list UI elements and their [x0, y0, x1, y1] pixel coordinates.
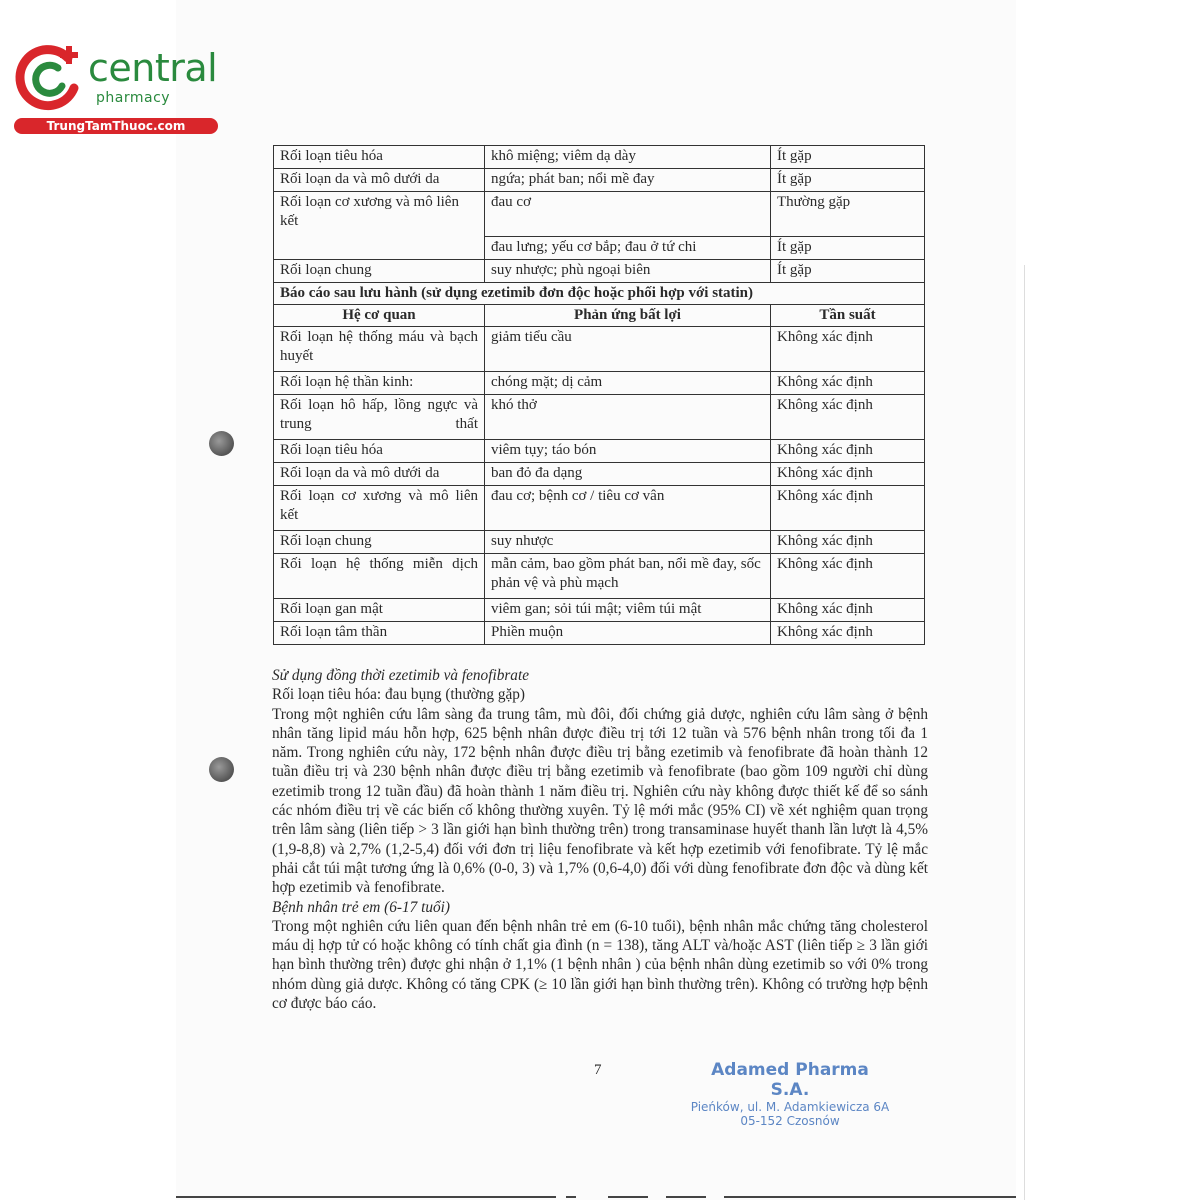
organ-cell: Rối loạn chung [274, 260, 485, 283]
pharmacy-logo[interactable] [8, 38, 223, 138]
organ-cell: Rối loạn tiêu hóa [274, 146, 485, 169]
footer-line [608, 1196, 648, 1198]
table-header-row [274, 305, 925, 327]
organ-cell: Rối loạn chung [274, 531, 485, 554]
reaction-cell: khó thở [485, 395, 771, 440]
header-reaction: Phản ứng bất lợi [485, 305, 771, 327]
reaction-cell: chóng mặt; dị cảm [485, 372, 771, 395]
table-row [274, 531, 925, 554]
table-row [274, 237, 925, 260]
logo-subtitle: pharmacy [96, 90, 171, 106]
reaction-cell: mẫn cảm, bao gồm phát ban, nổi mề đay, sốc phản vệ và phù mạch [485, 554, 771, 599]
table-row [274, 327, 925, 372]
table-row [274, 599, 925, 622]
logo-website[interactable]: TrungTamThuoc.com [14, 118, 218, 134]
header-frequency: Tần suất [771, 305, 925, 327]
frequency-cell: Không xác định [771, 372, 925, 395]
frequency-cell: Không xác định [771, 622, 925, 645]
logo-mark-icon [12, 40, 88, 116]
frequency-cell: Không xác định [771, 554, 925, 599]
reaction-cell: đau lưng; yếu cơ bắp; đau ở tứ chi [485, 237, 771, 260]
frequency-cell: Không xác định [771, 599, 925, 622]
organ-cell: Rối loạn cơ xương và mô liên kết [274, 192, 485, 237]
paragraph-fenofibrate-study: Trong một nghiên cứu lâm sàng đa trung tâm, mù đôi, đối chứng giả dược, nghiên cứu lâm sàng ở bệnh nhân tăng lipid máu hỗn hợp, 625 bệnh nhân được điều trị tới 12 tuần và 576 bệnh nhân trong tối đa 1 năm. Trong nghiên cứu này, 172 bệnh nhân được điều trị bằng ezetimib và fenofibrate đã hoàn thành 12 tuần điều trị và 230 bệnh nhân được điều trị bằng ezetimib và fenofibrate (bao gồm 109 người chỉ dùng ezetimib trong 12 tuần đầu) đã hoàn thành 1 năm điều trị. Nghiên cứu này không được thiết kế để so sánh các nhóm điều trị về các biến cố không thường xuyên. Tỷ lệ mới mắc (95% CI) về xét nghiệm quan trọng trên lâm sàng (liên tiếp > 3 lần giới hạn bình thường trên) trong transaminase huyết thanh lần lượt là 4,5% (1,9-8,8) và 2,7% (1,2-5,4) đối với đơn trị liệu fenofibrate và kết hợp ezetimib với fenofibrate. Tỷ lệ mắc phải cắt túi mật tương ứng là 0,6% (0-0, 3) và 1,7% (0,6-4,0) đối với dùng fenofibrate đơn độc và dùng kết hợp ezetimib và fenofibrate. [272, 705, 928, 897]
organ-cell: Rối loạn hô hấp, lồng ngực và trung thất [274, 395, 485, 440]
table-row [274, 440, 925, 463]
reaction-cell: đau cơ; bệnh cơ / tiêu cơ vân [485, 486, 771, 531]
organ-cell: Rối loạn tâm thần [274, 622, 485, 645]
organ-cell: Rối loạn tiêu hóa [274, 440, 485, 463]
stamp-address: Pieńków, ul. M. Adamkiewicza 6A [690, 1100, 890, 1114]
table-section-row [274, 283, 925, 305]
table-row [274, 486, 925, 531]
frequency-cell: Thường gặp [771, 192, 925, 237]
logo-name: central [88, 46, 218, 90]
punch-hole-bottom [209, 757, 234, 782]
reaction-cell: khô miệng; viêm dạ dày [485, 146, 771, 169]
organ-cell: Rối loạn gan mật [274, 599, 485, 622]
frequency-cell: Ít gặp [771, 260, 925, 283]
table-row [274, 146, 925, 169]
paragraph-pediatric: Trong một nghiên cứu liên quan đến bệnh nhân trẻ em (6-10 tuổi), bệnh nhân mắc chứng tăng cholesterol máu dị hợp tử có hoặc không có tính chất gia đình (n = 138), tăng ALT và/hoặc AST (liên tiếp ≥ 3 lần giới hạn bình thường trên) được ghi nhận ở 1,1% (1 bệnh nhân ) của bệnh nhân dùng ezetimib so với 0% trong nhóm dùng giả dược. Không có tăng CPK (≥ 10 lần giới hạn bình thường trên). Không có trường hợp bệnh cơ được báo cáo. [272, 917, 928, 1013]
table-row [274, 554, 925, 599]
frequency-cell: Không xác định [771, 395, 925, 440]
reaction-cell: viêm gan; sỏi túi mật; viêm túi mật [485, 599, 771, 622]
table-top-section [274, 146, 925, 283]
organ-cell: Rối loạn hệ thống máu và bạch huyết [274, 327, 485, 372]
table-row [274, 372, 925, 395]
frequency-cell: Không xác định [771, 531, 925, 554]
header-organ: Hệ cơ quan [274, 305, 485, 327]
organ-cell: Rối loạn da và mô dưới da [274, 169, 485, 192]
organ-cell: Rối loạn da và mô dưới da [274, 463, 485, 486]
gi-disorder-line: Rối loạn tiêu hóa: đau bụng (thường gặp) [272, 686, 526, 704]
reaction-cell: suy nhược [485, 531, 771, 554]
reaction-cell: ngứa; phát ban; nổi mề đay [485, 169, 771, 192]
reaction-cell: giảm tiểu cầu [485, 327, 771, 372]
reaction-cell: viêm tụy; táo bón [485, 440, 771, 463]
footer-line [666, 1196, 706, 1198]
frequency-cell: Không xác định [771, 463, 925, 486]
frequency-cell: Không xác định [771, 327, 925, 372]
footer-line [724, 1196, 1016, 1198]
table-row [274, 622, 925, 645]
organ-cell: Rối loạn hệ thần kinh: [274, 372, 485, 395]
punch-hole-top [209, 431, 234, 456]
frequency-cell: Không xác định [771, 486, 925, 531]
frequency-cell: Ít gặp [771, 146, 925, 169]
page-edge-line [1024, 265, 1025, 1200]
table-row [274, 463, 925, 486]
organ-cell: Rối loạn cơ xương và mô liên kết [274, 486, 485, 531]
reaction-cell: ban đỏ đa dạng [485, 463, 771, 486]
reaction-cell: đau cơ [485, 192, 771, 237]
reaction-cell: Phiền muộn [485, 622, 771, 645]
adverse-reactions-table [273, 145, 925, 645]
page-number: 7 [594, 1062, 602, 1078]
frequency-cell: Ít gặp [771, 169, 925, 192]
company-stamp [690, 1060, 890, 1128]
table-row [274, 192, 925, 237]
stamp-postal: 05-152 Czosnów [740, 1114, 840, 1128]
stamp-company-name: Adamed Pharma S.A. [711, 1060, 869, 1100]
reaction-cell: suy nhược; phù ngoại biên [485, 260, 771, 283]
footer-line [566, 1196, 576, 1198]
footer-line [176, 1196, 556, 1198]
frequency-cell: Không xác định [771, 440, 925, 463]
organ-cell [274, 237, 485, 260]
table-post-marketing-section [274, 327, 925, 645]
body-text [272, 666, 928, 1013]
table-row [274, 169, 925, 192]
subtitle-pediatric: Bệnh nhân trẻ em (6-17 tuổi) [272, 898, 450, 916]
table-row [274, 395, 925, 440]
table-row [274, 260, 925, 283]
organ-cell: Rối loạn hệ thống miễn dịch [274, 554, 485, 599]
section-title: Báo cáo sau lưu hành (sử dụng ezetimib đơn độc hoặc phối hợp với statin) [274, 283, 925, 305]
frequency-cell: Ít gặp [771, 237, 925, 260]
subtitle-coadministration: Sử dụng đồng thời ezetimib và fenofibrate [272, 667, 529, 684]
